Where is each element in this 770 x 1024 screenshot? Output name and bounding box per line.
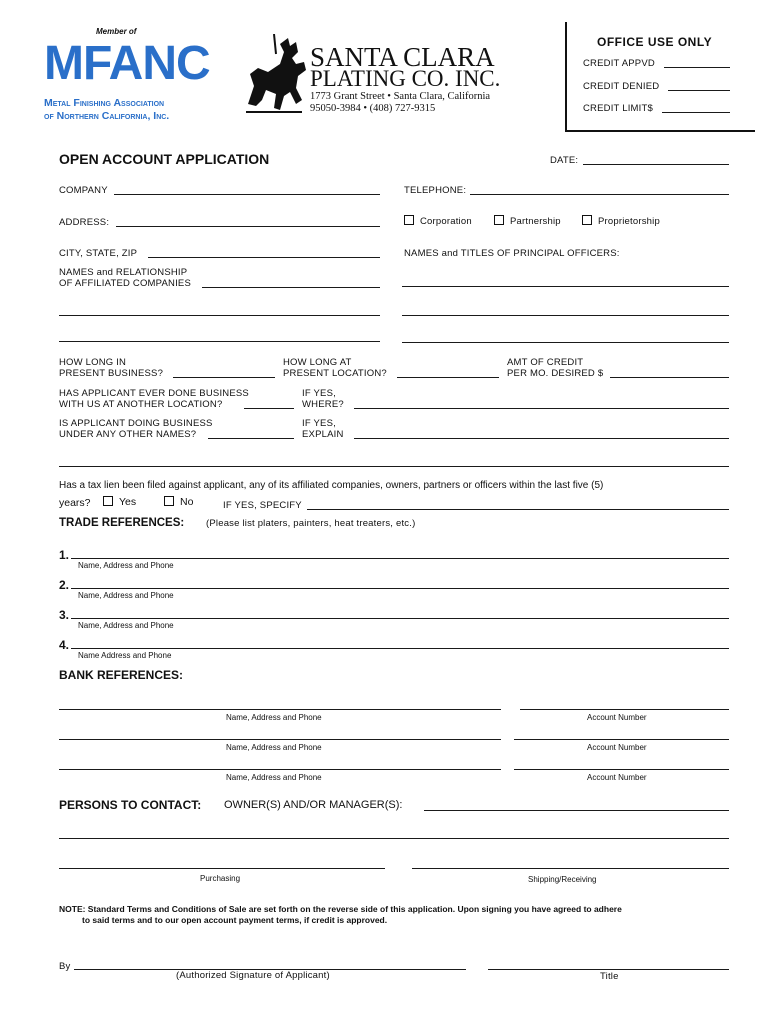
bank-name-field-2[interactable] — [59, 739, 501, 740]
date-field[interactable] — [583, 164, 729, 165]
credit-appvd-label: CREDIT APPVD — [583, 58, 655, 69]
explain-field-2[interactable] — [59, 466, 729, 467]
tax-lien-no-option[interactable] — [164, 496, 193, 508]
affiliated-companies-field-1[interactable] — [202, 287, 380, 288]
if-yes-where-label-1: IF YES, — [302, 388, 336, 399]
bank-name-caption: Name, Address and Phone — [226, 713, 322, 722]
bank-account-field-3[interactable] — [514, 769, 729, 770]
city-state-zip-label: CITY, STATE, ZIP — [59, 248, 138, 259]
has-applicant-label-1: HAS APPLICANT EVER DONE BUSINESS — [59, 388, 249, 399]
principal-officers-field-1[interactable] — [402, 286, 729, 287]
amt-credit-field[interactable] — [610, 377, 729, 378]
corporation-option[interactable] — [404, 215, 472, 227]
partnership-option[interactable] — [494, 215, 561, 227]
address-field[interactable] — [116, 226, 380, 227]
company-address-line1: 1773 Grant Street • Santa Clara, California — [310, 91, 491, 102]
address-label: ADDRESS: — [59, 217, 110, 228]
corporation-label: Corporation — [420, 216, 472, 227]
names-relationship-label-2: OF AFFILIATED COMPANIES — [59, 278, 191, 289]
bank-account-caption: Account Number — [587, 773, 647, 782]
proprietorship-option[interactable] — [582, 215, 660, 227]
credit-limits-label: CREDIT LIMIT$ — [583, 103, 653, 114]
company-address-line2: 95050-3984 • (408) 727-9315 — [310, 103, 436, 114]
trade-refs-heading: TRADE REFERENCES: — [59, 517, 185, 529]
if-yes-where-label-2: WHERE? — [302, 399, 344, 410]
how-long-at-label-2: PRESENT LOCATION? — [283, 368, 387, 379]
affiliated-companies-field-3[interactable] — [59, 341, 380, 342]
office-box-bottom — [565, 130, 755, 132]
bank-name-field-3[interactable] — [59, 769, 501, 770]
trade-ref-caption: Name, Address and Phone — [78, 561, 174, 570]
mfanc-assoc-line1: Metal Finishing Association — [44, 97, 165, 109]
how-long-at-field[interactable] — [397, 377, 499, 378]
persons-contact-heading: PERSONS TO CONTACT: — [59, 798, 202, 812]
corporation-checkbox[interactable] — [404, 215, 414, 225]
partnership-checkbox[interactable] — [494, 215, 504, 225]
trade-ref-field-3[interactable] — [71, 618, 729, 619]
mfanc-assoc-line2: of Northern California, Inc. — [44, 110, 170, 122]
tax-lien-no-label: No — [180, 496, 194, 508]
telephone-label: TELEPHONE: — [404, 185, 467, 196]
if-yes-explain-field[interactable] — [354, 438, 729, 439]
member-of-label: Member of — [96, 27, 137, 36]
horse-rider-logo-icon — [240, 34, 310, 124]
bank-name-caption: Name, Address and Phone — [226, 743, 322, 752]
bank-name-field-1[interactable] — [59, 709, 501, 710]
names-titles-label: NAMES and TITLES OF PRINCIPAL OFFICERS: — [404, 248, 620, 259]
shipping-caption: Shipping/Receiving — [528, 875, 597, 884]
has-applicant-label-2: WITH US AT ANOTHER LOCATION? — [59, 399, 223, 410]
partnership-label: Partnership — [510, 216, 561, 227]
if-yes-where-field[interactable] — [354, 408, 729, 409]
terms-note-line1: NOTE: Standard Terms and Conditions of Sale are set forth on the reverse side of this application. Upon signing you have agreed to adhere — [59, 904, 622, 914]
amt-credit-label-2: PER MO. DESIRED $ — [507, 368, 604, 379]
principal-officers-field-2[interactable] — [402, 315, 729, 316]
office-use-title: OFFICE USE ONLY — [597, 35, 713, 49]
trade-ref-field-2[interactable] — [71, 588, 729, 589]
years-label: years? — [59, 497, 91, 509]
telephone-field[interactable] — [470, 194, 729, 195]
trade-ref-field-4[interactable] — [71, 648, 729, 649]
if-yes-explain-label-2: EXPLAIN — [302, 429, 344, 440]
purchasing-field[interactable] — [59, 868, 385, 869]
credit-denied-label: CREDIT DENIED — [583, 81, 660, 92]
is-applicant-field[interactable] — [208, 438, 294, 439]
amt-credit-label-1: AMT OF CREDIT — [507, 357, 584, 368]
bank-refs-heading: BANK REFERENCES: — [59, 668, 184, 682]
tax-lien-yes-label: Yes — [119, 496, 137, 508]
form-title: OPEN ACCOUNT APPLICATION — [59, 151, 270, 167]
by-label: By — [59, 961, 71, 972]
is-applicant-label-2: UNDER ANY OTHER NAMES? — [59, 429, 197, 440]
has-applicant-field[interactable] — [244, 408, 294, 409]
shipping-field[interactable] — [412, 868, 729, 869]
trade-ref-field-1[interactable] — [71, 558, 729, 559]
trade-ref-number: 4. — [59, 638, 70, 652]
company-label: COMPANY — [59, 185, 108, 196]
tax-lien-question: Has a tax lien been filed against applicant, any of its affiliated companies, owners, partners or officers within the last five (5) — [59, 480, 604, 491]
credit-appvd-field[interactable] — [664, 67, 730, 68]
if-yes-explain-label-1: IF YES, — [302, 418, 336, 429]
trade-ref-number: 3. — [59, 608, 70, 622]
principal-officers-field-3[interactable] — [402, 342, 729, 343]
title-caption: Title — [600, 971, 619, 982]
trade-ref-number: 1. — [59, 548, 70, 562]
trade-ref-number: 2. — [59, 578, 70, 592]
proprietorship-checkbox[interactable] — [582, 215, 592, 225]
trade-ref-caption: Name, Address and Phone — [78, 591, 174, 600]
signature-caption: (Authorized Signature of Applicant) — [176, 970, 330, 981]
office-box-divider — [565, 22, 567, 132]
company-name-line2: PLATING CO. INC. — [310, 66, 501, 91]
credit-denied-field[interactable] — [668, 90, 730, 91]
date-label: DATE: — [550, 155, 579, 166]
how-long-at-label-1: HOW LONG AT — [283, 357, 352, 368]
contacts-field-2[interactable] — [59, 838, 729, 839]
bank-account-caption: Account Number — [587, 743, 647, 752]
tax-lien-yes-checkbox[interactable] — [103, 496, 113, 506]
trade-ref-caption: Name Address and Phone — [78, 651, 172, 660]
bank-name-caption: Name, Address and Phone — [226, 773, 322, 782]
title-field[interactable] — [488, 969, 729, 970]
if-yes-specify-label: IF YES, SPECIFY — [223, 500, 302, 511]
trade-refs-note: (Please list platers, painters, heat treaters, etc.) — [206, 518, 416, 529]
company-field[interactable] — [114, 194, 380, 195]
tax-lien-no-checkbox[interactable] — [164, 496, 174, 506]
if-yes-specify-field[interactable] — [307, 509, 729, 510]
tax-lien-yes-option[interactable] — [103, 496, 136, 508]
affiliated-companies-field-2[interactable] — [59, 315, 380, 316]
trade-ref-caption: Name, Address and Phone — [78, 621, 174, 630]
purchasing-caption: Purchasing — [200, 874, 241, 883]
how-long-in-label-1: HOW LONG IN — [59, 357, 127, 368]
city-state-zip-field[interactable] — [148, 257, 380, 258]
how-long-in-label-2: PRESENT BUSINESS? — [59, 368, 164, 379]
names-relationship-label-1: NAMES and RELATIONSHIP — [59, 267, 188, 278]
owners-managers-label: OWNER(S) AND/OR MANAGER(S): — [224, 799, 403, 811]
proprietorship-label: Proprietorship — [598, 216, 660, 227]
mfanc-logo: MFANC — [44, 37, 210, 90]
terms-note-line2: to said terms and to our open account payment terms, if credit is approved. — [82, 915, 388, 925]
is-applicant-label-1: IS APPLICANT DOING BUSINESS — [59, 418, 213, 429]
how-long-in-field[interactable] — [173, 377, 275, 378]
bank-account-caption: Account Number — [587, 713, 647, 722]
owners-managers-field[interactable] — [424, 810, 729, 811]
bank-account-field-1[interactable] — [520, 709, 729, 710]
credit-limits-field[interactable] — [662, 112, 730, 113]
bank-account-field-2[interactable] — [514, 739, 729, 740]
company-name-line1: SANTA CLARA — [310, 42, 495, 72]
